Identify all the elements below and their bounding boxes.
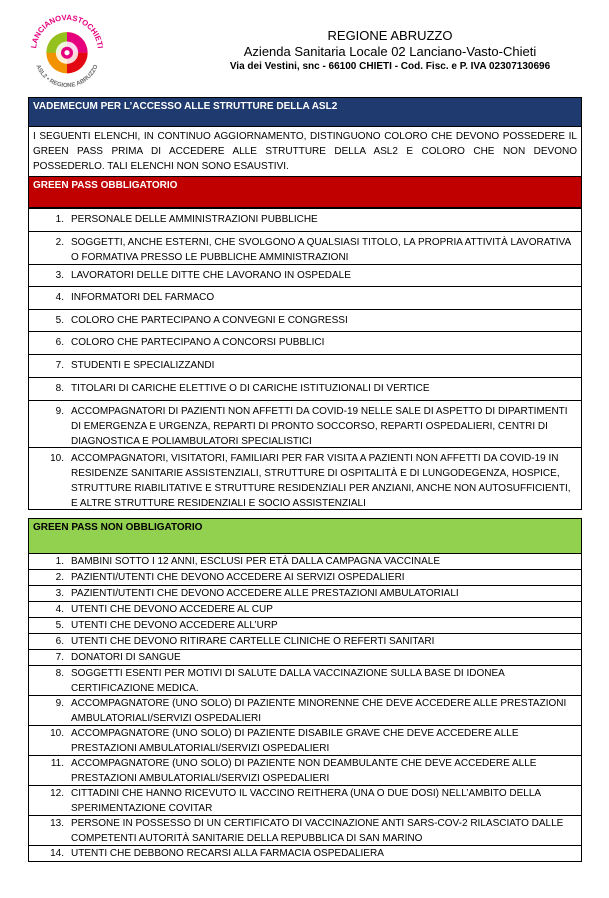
logo-spiral-icon bbox=[46, 32, 87, 73]
list-item-text: UTENTI CHE DEVONO ACCEDERE ALL’URP bbox=[71, 620, 278, 631]
list-item bbox=[29, 666, 581, 696]
list-item-text: DONATORI DI SANGUE bbox=[71, 652, 181, 663]
logo-text-bottom: ASL2 • REGIONE ABRUZZO bbox=[34, 64, 100, 90]
list-item-number: 2. bbox=[55, 237, 64, 248]
asl-name: Azienda Sanitaria Locale 02 Lanciano-Vasto-Chieti bbox=[243, 44, 537, 59]
list-item bbox=[29, 816, 581, 846]
list-item-text: UTENTI CHE DEVONO ACCEDERE AL CUP bbox=[71, 604, 273, 615]
list-item bbox=[29, 554, 581, 570]
list-item bbox=[29, 355, 581, 378]
list-item-number: 7. bbox=[55, 360, 64, 371]
list-item-text: ACCOMPAGNATORI DI PAZIENTI NON AFFETTI DA COVID-19 NELLE SALE DI ASPETTO DI DIPARTIMENTI DI EMERGENZA E URGENZA, REPARTI DI PRONTO SOCCORSO, REPARTI OSPEDALIERI, CENTRI DI DIAGNOSTICA E POLIAMBULATORI SPECIALISTICI bbox=[71, 406, 568, 447]
list-item-text: BAMBINI SOTTO I 12 ANNI, ESCLUSI PER ETÀ DALLA CAMPAGNA VACCINALE bbox=[71, 556, 440, 567]
green-pass-not-required-list bbox=[28, 554, 582, 862]
list-item-number: 7. bbox=[55, 652, 64, 663]
list-item bbox=[29, 570, 581, 586]
list-item-number: 10. bbox=[50, 453, 64, 464]
list-item-text: SOGGETTI, ANCHE ESTERNI, CHE SVOLGONO A QUALSIASI TITOLO, LA PROPRIA ATTIVITÀ LAVORATIVA O FORMATIVA PRESSO LE PUBBLICHE AMMINISTRAZIONI bbox=[71, 237, 571, 263]
list-item bbox=[29, 618, 581, 634]
list-item-number: 9. bbox=[55, 698, 64, 709]
logo-text-top: LANCIANOVASTOCHIETI bbox=[29, 12, 105, 49]
green-pass-required-list bbox=[28, 208, 582, 510]
list-item bbox=[29, 602, 581, 618]
document-title: VADEMECUM PER L’ACCESSO ALLE STRUTTURE DELLA ASL2 bbox=[28, 97, 582, 127]
list-item-text: UTENTI CHE DEBBONO RECARSI ALLA FARMACIA OSPEDALIERA bbox=[71, 848, 384, 859]
list-item-text: PERSONE IN POSSESSO DI UN CERTIFICATO DI VACCINAZIONE ANTI SARS-COV-2 RILASCIATO DALLE COMPETENTI AUTORITÀ SANITARIE DELLA REPUBBLICA DI SAN MARINO bbox=[71, 818, 564, 844]
list-item-number: 14. bbox=[50, 848, 64, 859]
list-item-text: LAVORATORI DELLE DITTE CHE LAVORANO IN OSPEDALE bbox=[71, 270, 351, 281]
list-item-text: SOGGETTI ESENTI PER MOTIVI DI SALUTE DALLA VACCINAZIONE SULLA BASE DI IDONEA CERTIFICAZIONE MEDICA. bbox=[71, 668, 505, 694]
list-item-text: PERSONALE DELLE AMMINISTRAZIONI PUBBLICHE bbox=[71, 214, 318, 225]
list-item-number: 11. bbox=[50, 758, 64, 769]
list-item-text: INFORMATORI DEL FARMACO bbox=[71, 292, 215, 303]
list-item-number: 5. bbox=[55, 620, 64, 631]
region-name: REGIONE ABRUZZO bbox=[327, 28, 453, 43]
list-item bbox=[29, 209, 581, 232]
list-item bbox=[29, 332, 581, 355]
list-item-number: 8. bbox=[55, 383, 64, 394]
list-item-number: 3. bbox=[55, 588, 64, 599]
list-item bbox=[29, 378, 581, 401]
list-item bbox=[29, 287, 581, 310]
list-item-number: 1. bbox=[55, 214, 64, 225]
list-item-text: ACCOMPAGNATORI, VISITATORI, FAMILIARI PER FAR VISITA A PAZIENTI NON AFFETTI DA COVID-19 IN RESIDENZE SANITARIE ASSISTENZIALI, STRUTTURE DI OSPITALITÀ E DI LUNGODEGENZA, HOSPICE, STRUTTURE RIABILITATIVE E STRUTTURE RESIDENZIALI PER ANZIANI, ANCHE NON AUTOSUFFICIENTI, E ALTRE STRUTTURE RESIDENZIALI E SOCIO ASSISTENZIALI bbox=[71, 453, 571, 509]
list-item bbox=[29, 846, 581, 862]
list-item bbox=[29, 756, 581, 786]
list-item-number: 8. bbox=[55, 668, 64, 679]
list-item-number: 13. bbox=[50, 818, 64, 829]
list-item-number: 6. bbox=[55, 636, 64, 647]
list-item-text: UTENTI CHE DEVONO RITIRARE CARTELLE CLINICHE O REFERTI SANITARI bbox=[71, 636, 435, 647]
list-item-text: STUDENTI E SPECIALIZZANDI bbox=[71, 360, 215, 371]
list-item bbox=[29, 696, 581, 726]
list-item-number: 6. bbox=[55, 337, 64, 348]
list-item bbox=[29, 448, 581, 510]
list-item-text: CITTADINI CHE HANNO RICEVUTO IL VACCINO REITHERA (UNA O DUE DOSI) NELL’AMBITO DELLA SPERIMENTAZIONE COVITAR bbox=[71, 788, 541, 814]
list-item bbox=[29, 401, 581, 448]
list-item-text: COLORO CHE PARTECIPANO A CONCORSI PUBBLICI bbox=[71, 337, 325, 348]
list-item-text: ACCOMPAGNATORE (UNO SOLO) DI PAZIENTE NON DEAMBULANTE CHE DEVE ACCEDERE ALLE PRESTAZIONI AMBULATORIALI/SERVIZI OSPEDALIERI bbox=[71, 758, 537, 784]
list-item bbox=[29, 786, 581, 816]
list-item bbox=[29, 310, 581, 332]
list-item-text: ACCOMPAGNATORE (UNO SOLO) DI PAZIENTE MINORENNE CHE DEVE ACCEDERE ALLE PRESTAZIONI AMBULATORIALI/SERVIZI OSPEDALIERI bbox=[71, 698, 567, 724]
list-item bbox=[29, 586, 581, 602]
list-item-number: 4. bbox=[55, 292, 64, 303]
list-item-number: 1. bbox=[55, 556, 64, 567]
green-pass-required-heading: GREEN PASS OBBLIGATORIO bbox=[28, 176, 582, 208]
list-item-number: 10. bbox=[50, 728, 64, 739]
list-item bbox=[29, 265, 581, 287]
list-item-text: PAZIENTI/UTENTI CHE DEVONO ACCEDERE ALLE PRESTAZIONI AMBULATORIALI bbox=[71, 588, 459, 599]
list-item bbox=[29, 650, 581, 666]
list-item-number: 2. bbox=[55, 572, 64, 583]
asl-address: Via dei Vestini, snc - 66100 CHIETI - Cod. Fisc. e P. IVA 02307130696 bbox=[229, 61, 551, 72]
list-item bbox=[29, 634, 581, 650]
list-item bbox=[29, 726, 581, 756]
list-item-number: 9. bbox=[55, 406, 64, 417]
letterhead bbox=[200, 28, 580, 74]
green-pass-not-required-heading: GREEN PASS NON OBBLIGATORIO bbox=[28, 518, 582, 554]
list-item-text: ACCOMPAGNATORE (UNO SOLO) DI PAZIENTE DISABILE GRAVE CHE DEVE ACCEDERE ALLE PRESTAZIONI AMBULATORIALI/SERVIZI OSPEDALIERI bbox=[71, 728, 519, 754]
list-item-number: 5. bbox=[55, 315, 64, 326]
list-item-text: TITOLARI DI CARICHE ELETTIVE O DI CARICHE ISTITUZIONALI DI VERTICE bbox=[71, 383, 430, 394]
list-item bbox=[29, 232, 581, 265]
list-item-number: 12. bbox=[50, 788, 64, 799]
list-item-text: COLORO CHE PARTECIPANO A CONVEGNI E CONGRESSI bbox=[71, 315, 348, 326]
list-item-number: 3. bbox=[55, 270, 64, 281]
intro-text: I SEGUENTI ELENCHI, IN CONTINUO AGGIORNAMENTO, DISTINGUONO COLORO CHE DEVONO POSSEDERE IL GREEN PASS PRIMA DI ACCEDERE ALLE STRUTTURE DELLA ASL2 E COLORO CHE NON DEVONO POSSEDERLO. TALI ELENCHI NON SONO ESAUSTIVI. bbox=[28, 127, 582, 176]
asl2-logo bbox=[24, 8, 110, 94]
list-item-number: 4. bbox=[55, 604, 64, 615]
list-item-text: PAZIENTI/UTENTI CHE DEVONO ACCEDERE AI SERVIZI OSPEDALIERI bbox=[71, 572, 405, 583]
